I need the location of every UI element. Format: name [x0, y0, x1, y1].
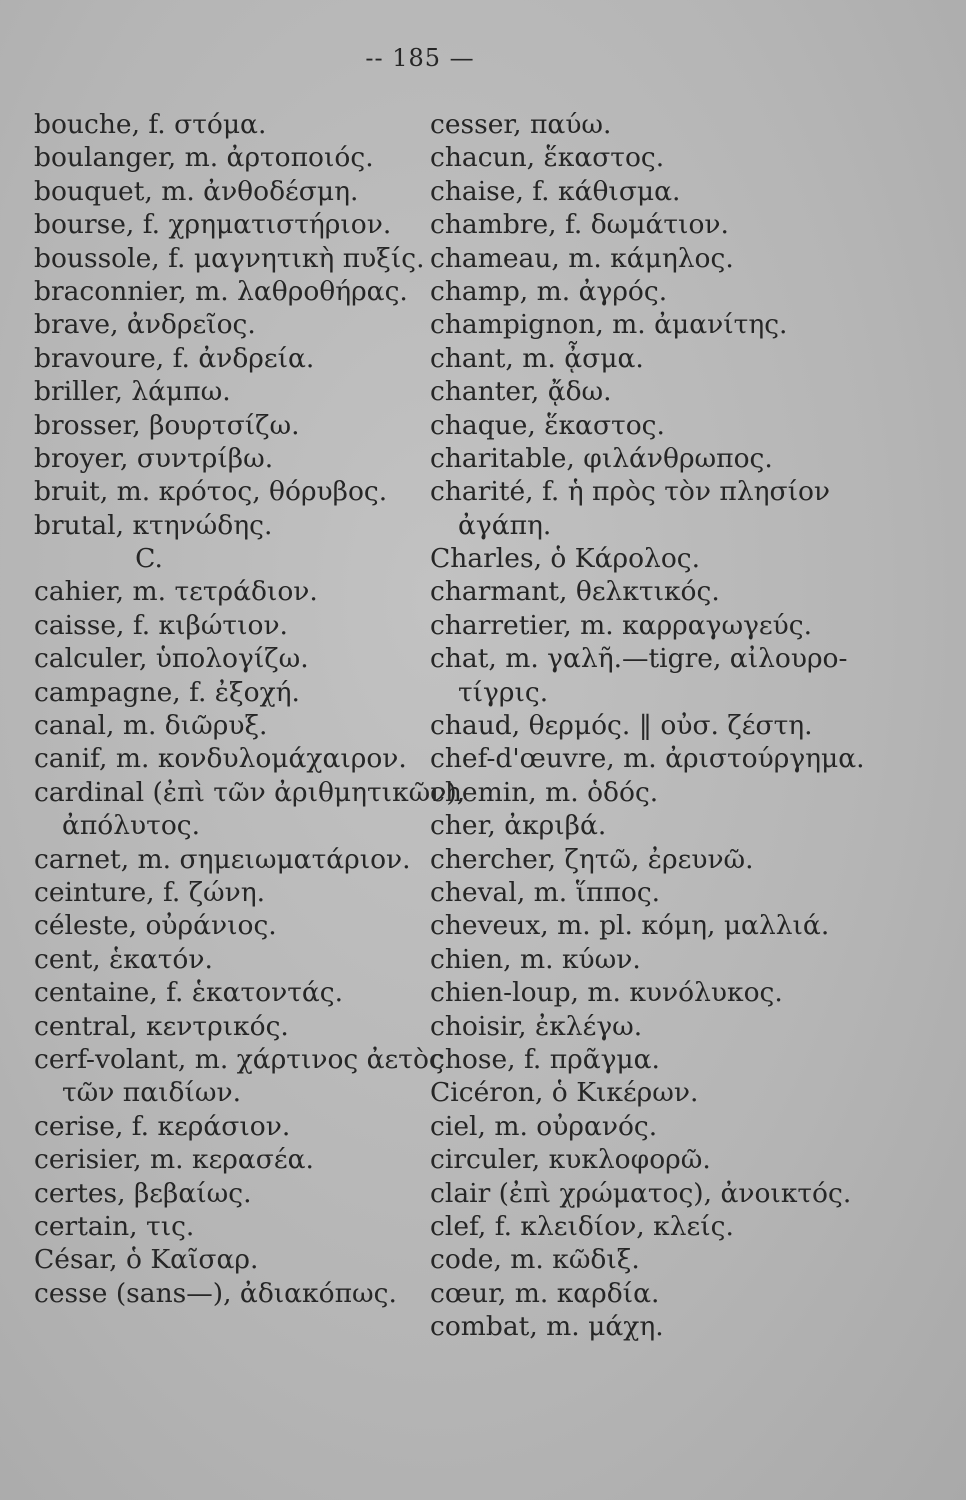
- entry: chacun, ἕκαστος.: [430, 142, 665, 174]
- section-letter: C.: [135, 543, 163, 575]
- entry-continuation: τίγρις.: [458, 676, 549, 708]
- entry: cahier, m. τετράδιον.: [34, 576, 318, 608]
- entry: central, κεντρικός.: [34, 1010, 289, 1042]
- entry: bouquet, m. ἀνθοδέσμη.: [34, 175, 359, 207]
- entry: brave, ἀνδρεῖος.: [34, 309, 256, 341]
- entry: brosser, βουρτσίζω.: [34, 409, 300, 441]
- entry: circuler, κυκλοφορῶ.: [430, 1144, 711, 1176]
- entry: chemin, m. ὁδός.: [430, 776, 659, 808]
- entry: cent, ἑκατόν.: [34, 943, 213, 975]
- entry: chercher, ζητῶ, ἐρευνῶ.: [430, 843, 754, 875]
- entry: Cicéron, ὁ Κικέρων.: [430, 1077, 699, 1109]
- entry: Charles, ὁ Κάρολος.: [430, 543, 701, 575]
- entry: chose, f. πρᾶγμα.: [430, 1043, 660, 1075]
- entry: cheval, m. ἵππος.: [430, 876, 661, 908]
- entry: bourse, f. χρηματιστήριον.: [34, 209, 392, 241]
- entry: cher, ἀκριβά.: [430, 810, 607, 842]
- entry-continuation: τῶν παιδίων.: [62, 1077, 241, 1109]
- entry: chien-loup, m. κυνόλυκος.: [430, 977, 783, 1009]
- entry: bruit, m. κρότος, θόρυβος.: [34, 476, 388, 508]
- entry: bouche, f. στόμα.: [34, 109, 267, 140]
- entry: clef, f. κλειδίον, κλείς.: [430, 1210, 734, 1242]
- entry: champ, m. ἀγρός.: [430, 275, 668, 307]
- entry: céleste, οὐράνιος.: [34, 910, 277, 942]
- entry: clair (ἐπὶ χρώματος), ἀνοικτός.: [430, 1177, 852, 1209]
- entry: chaque, ἕκαστος.: [430, 409, 665, 441]
- entry: broyer, συντρίβω.: [34, 442, 274, 474]
- entry: calculer, ὑπολογίζω.: [34, 643, 309, 675]
- entry-continuation: ἀπόλυτος.: [62, 810, 201, 842]
- entry: charité, f. ἡ πρὸς τὸν πλησίον: [430, 476, 831, 508]
- entry: ceinture, f. ζώνη.: [34, 876, 266, 908]
- entry: charmant, θελκτικός.: [430, 576, 720, 608]
- left-column: [34, 108, 466, 1310]
- entry: chanter, ᾄδω.: [430, 376, 612, 408]
- entry: cardinal (ἐπὶ τῶν ἀριθμητικῶν),: [34, 776, 466, 808]
- entry: boussole, f. μαγνητικὴ πυξίς.: [34, 242, 425, 274]
- entry: chaise, f. κάθισμα.: [430, 175, 681, 207]
- entry: briller, λάμπω.: [34, 376, 231, 408]
- entry: charretier, m. καρραγωγεύς.: [430, 609, 813, 641]
- entry: canal, m. διῶρυξ.: [34, 710, 268, 742]
- entry: charitable, φιλάνθρωπος.: [430, 442, 773, 474]
- entry-continuation: ἀγάπη.: [458, 509, 552, 541]
- entry: cerise, f. κεράσιον.: [34, 1110, 291, 1142]
- entry: cheveux, m. pl. κόμη, μαλλιά.: [430, 910, 830, 942]
- entry: cesser, παύω.: [430, 109, 612, 140]
- entry: chef-d'œuvre, m. ἀριστούργημα.: [430, 743, 865, 775]
- entry: champignon, m. ἀμανίτης.: [430, 309, 788, 341]
- entry: caisse, f. κιβώτιον.: [34, 609, 288, 641]
- entry: chaud, θερμός. ‖ οὐσ. ζέστη.: [430, 710, 813, 742]
- entry: carnet, m. σημειωματάριον.: [34, 843, 411, 875]
- entry: centaine, f. ἑκατοντάς.: [34, 977, 344, 1009]
- entry: chambre, f. δωμάτιον.: [430, 209, 729, 241]
- entry: cerisier, m. κερασέα.: [34, 1144, 314, 1176]
- entry: certain, τις.: [34, 1210, 195, 1242]
- entry: choisir, ἐκλέγω.: [430, 1010, 643, 1042]
- entry: canif, m. κονδυλομάχαιρον.: [34, 743, 407, 775]
- page-number: -- 185 —: [365, 44, 475, 72]
- entry: chat, m. γαλῆ.—tigre, αἰλουρο-: [430, 643, 848, 675]
- entry: code, m. κῶδιξ.: [430, 1244, 640, 1276]
- entry: combat, m. μάχη.: [430, 1311, 664, 1343]
- entry: campagne, f. ἐξοχή.: [34, 676, 300, 708]
- entry: certes, βεβαίως.: [34, 1177, 252, 1209]
- entry: César, ὁ Καῖσαρ.: [34, 1244, 259, 1276]
- entry: bravoure, f. ἀνδρεία.: [34, 342, 315, 374]
- entry: cœur, m. καρδία.: [430, 1277, 660, 1309]
- entry: chant, m. ᾆσμα.: [430, 342, 644, 374]
- right-column: [430, 108, 865, 1343]
- entry: brutal, κτηνώδης.: [34, 509, 273, 541]
- entry: ciel, m. οὐρανός.: [430, 1110, 658, 1142]
- entry: cesse (sans—), ἀδιακόπως.: [34, 1277, 397, 1309]
- entry: chameau, m. κάμηλος.: [430, 242, 734, 274]
- entry: chien, m. κύων.: [430, 943, 641, 975]
- entry: cerf-volant, m. χάρτινος ἀετὸς: [34, 1043, 444, 1075]
- entry: braconnier, m. λαθροθήρας.: [34, 275, 408, 307]
- entry: boulanger, m. ἀρτοποιός.: [34, 142, 374, 174]
